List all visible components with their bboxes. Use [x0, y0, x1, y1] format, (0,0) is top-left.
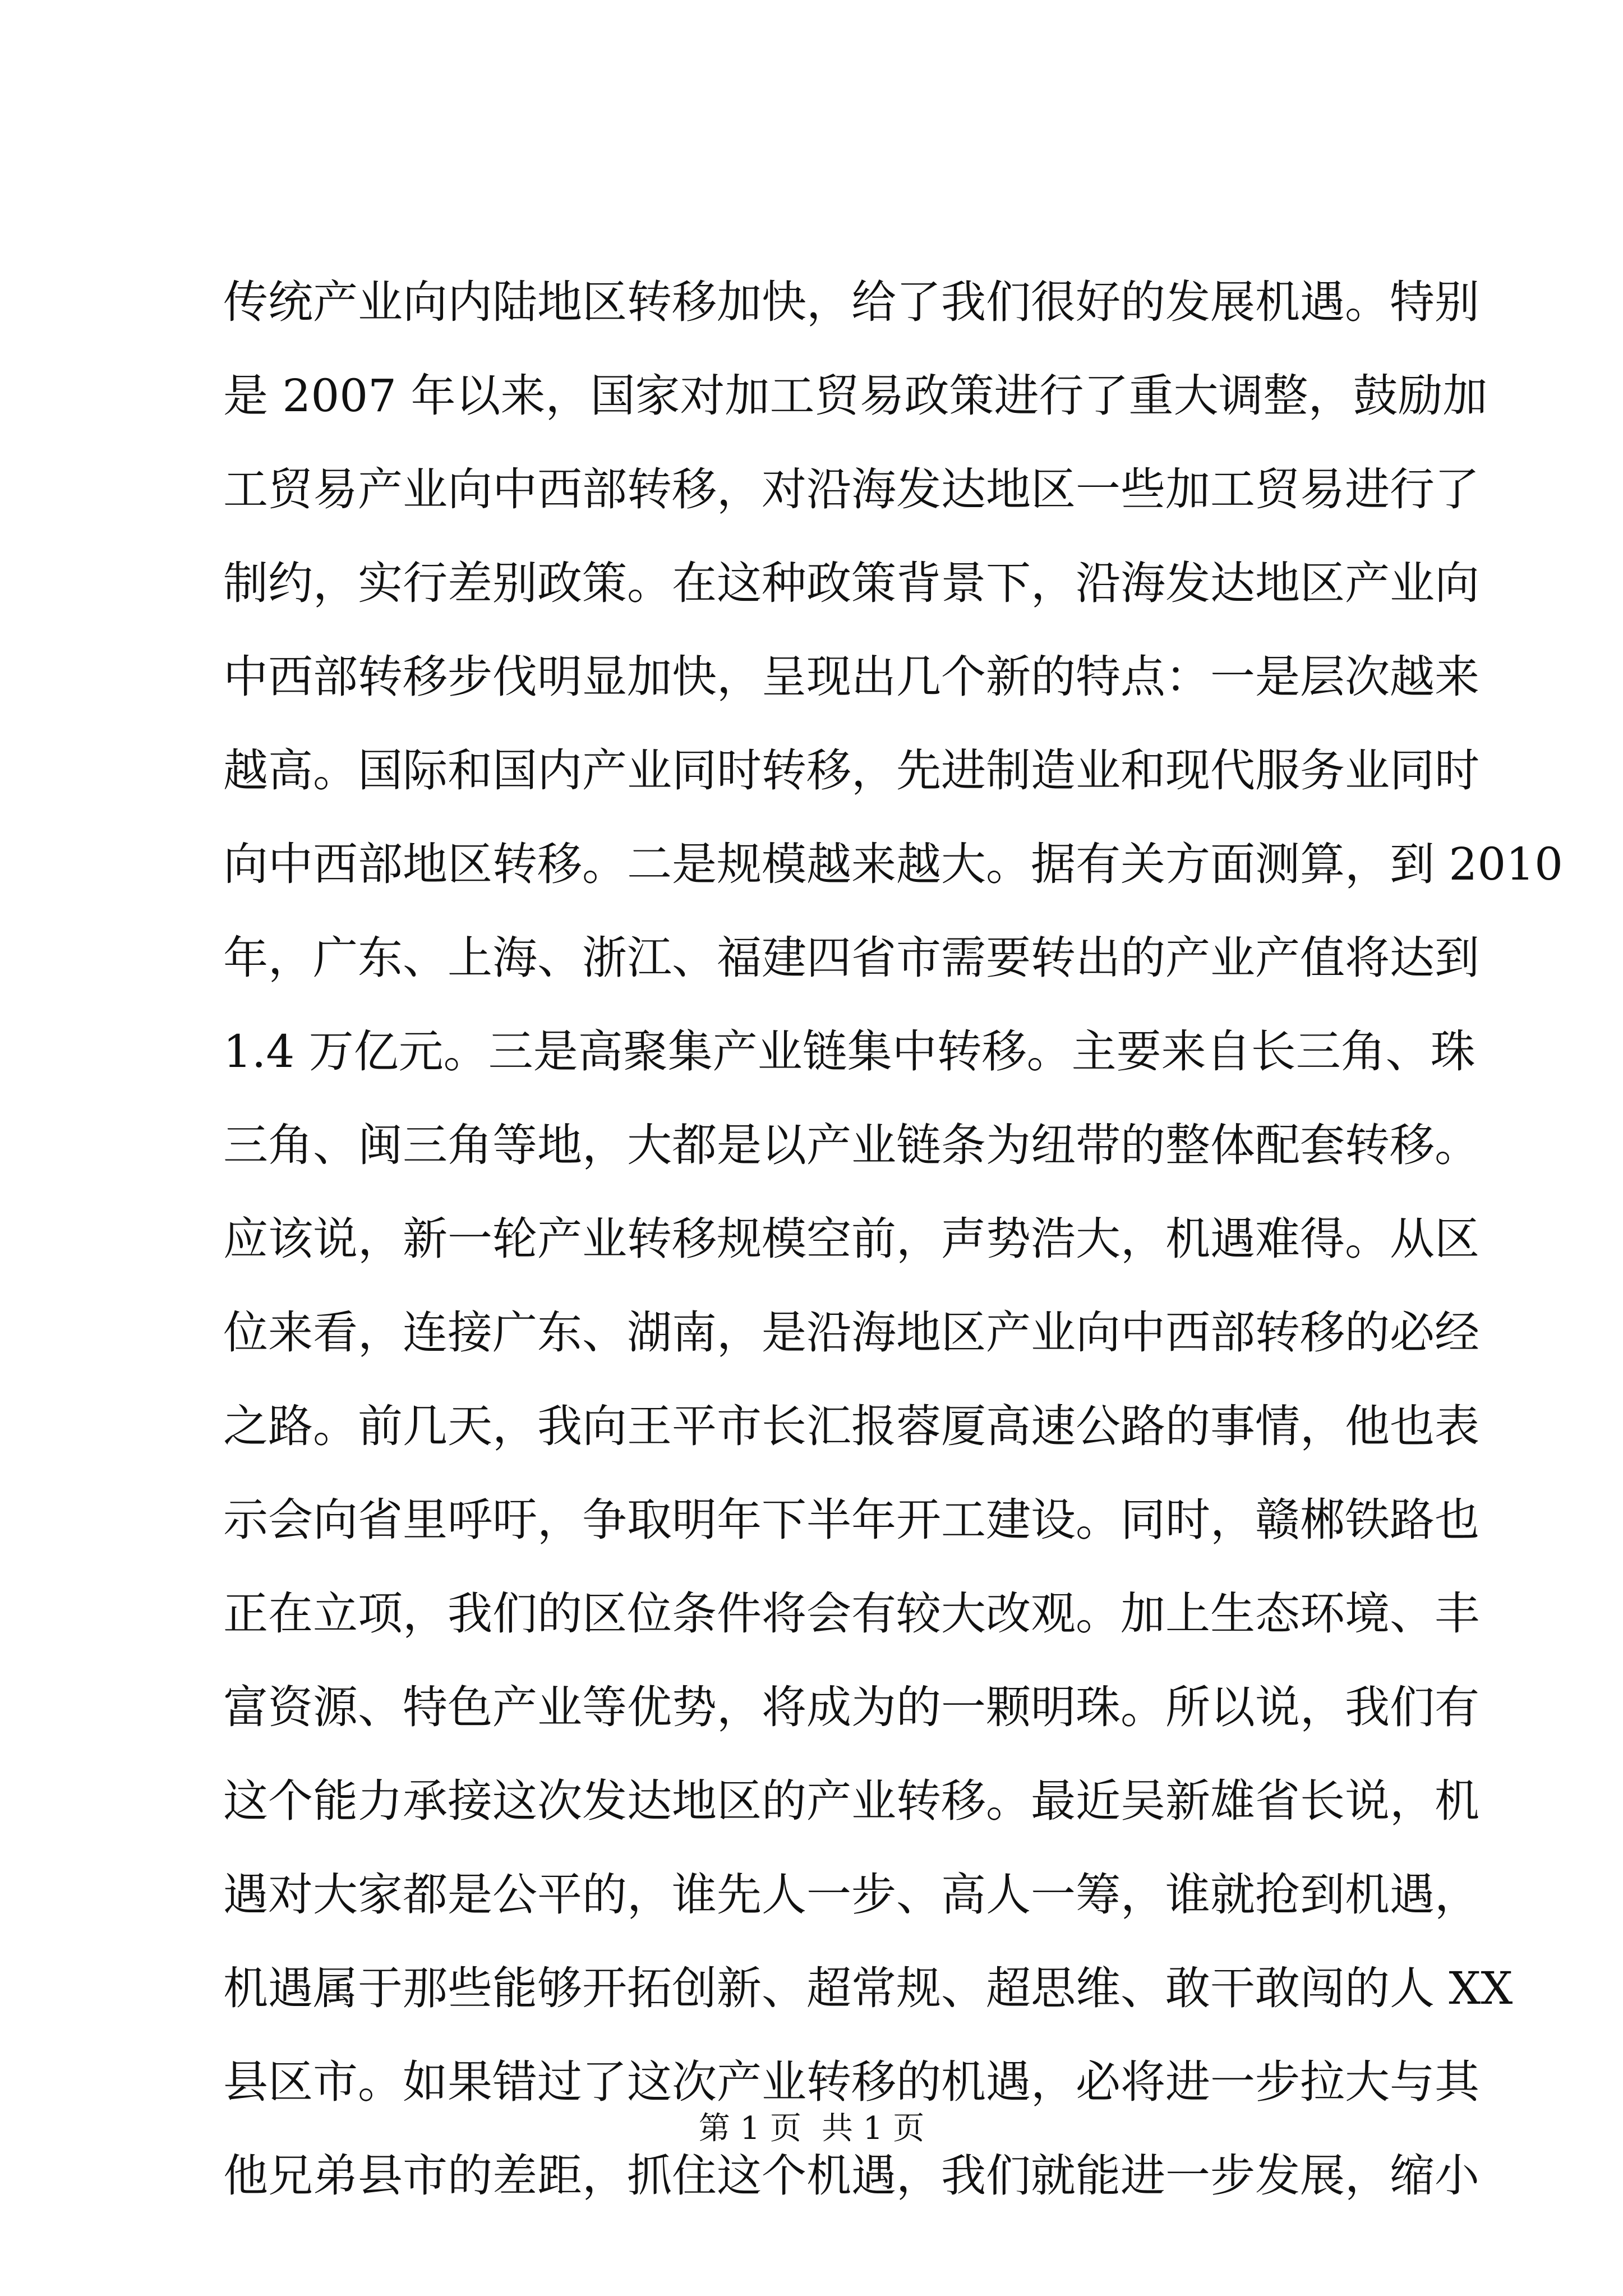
text-line: 传统产业向内陆地区转移加快，给了我们很好的发展机遇。特别: [223, 276, 1479, 328]
text-line: 机遇属于那些能够开拓创新、超常规、超思维、敢干敢闯的人 XX: [223, 1962, 1513, 2014]
text-line: 1.4 万亿元。三是高聚集产业链集中转移。主要来自长三角、珠: [223, 1025, 1476, 1078]
text-line: 年，广东、上海、浙江、福建四省市需要转出的产业产值将达到: [223, 932, 1479, 984]
text-line: 他兄弟县市的差距，抓住这个机遇，我们就能进一步发展，缩小: [223, 2150, 1479, 2202]
text-line: 县区市。如果错过了这次产业转移的机遇，必将进一步拉大与其: [223, 2056, 1479, 2108]
text-line: 示会向省里呼吁，争取明年下半年开工建设。同时，赣郴铁路也: [223, 1494, 1479, 1546]
text-line: 中西部转移步伐明显加快，呈现出几个新的特点：一是层次越来: [223, 651, 1479, 703]
text-line: 位来看，连接广东、湖南，是沿海地区产业向中西部转移的必经: [223, 1306, 1479, 1359]
text-line: 越高。国际和国内产业同时转移，先进制造业和现代服务业同时: [223, 744, 1479, 797]
total-pages: 共 1 页: [822, 2110, 925, 2147]
page-number: 第 1 页: [698, 2110, 801, 2147]
text-line: 应该说，新一轮产业转移规模空前，声势浩大，机遇难得。从区: [223, 1213, 1479, 1265]
text-line: 这个能力承接这次发达地区的产业转移。最近吴新雄省长说，机: [223, 1775, 1479, 1827]
text-line: 是 2007 年以来，国家对加工贸易政策进行了重大调整，鼓励加: [223, 370, 1488, 422]
text-line: 正在立项，我们的区位条件将会有较大改观。加上生态环境、丰: [223, 1588, 1479, 1640]
body-text: [223, 255, 1564, 2223]
text-line: 三角、闽三角等地，大都是以产业链条为纽带的整体配套转移。: [223, 1119, 1479, 1171]
text-line: 工贸易产业向中西部转移，对沿海发达地区一些加工贸易进行了: [223, 463, 1479, 516]
text-line: 制约，实行差别政策。在这种政策背景下，沿海发达地区产业向: [223, 557, 1479, 609]
text-line: 向中西部地区转移。二是规模越来越大。据有关方面测算，到 2010: [223, 838, 1564, 890]
text-line: 富资源、特色产业等优势，将成为的一颗明珠。所以说，我们有: [223, 1681, 1479, 1733]
page-footer: [0, 2106, 1623, 2151]
text-line: 之路。前几天，我向王平市长汇报蓉厦高速公路的事情，他也表: [223, 1400, 1479, 1452]
text-line: 遇对大家都是公平的，谁先人一步、高人一筹，谁就抢到机遇，: [223, 1869, 1479, 1921]
